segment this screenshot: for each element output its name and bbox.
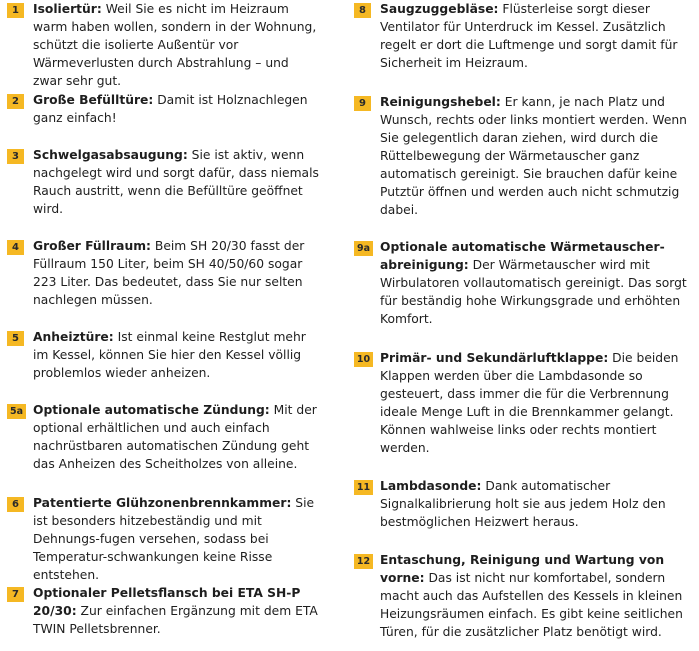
- feature-text: [380, 477, 699, 531]
- feature-body: Der Wärmetauscher wird mit Wirbulatoren vollautomatisch gereinigt. Das sorgt für beständig hohe Wirkungsgrade und erhöhten Komfort.: [380, 258, 687, 326]
- number-badge: 6: [7, 497, 24, 512]
- number-badge: 5: [7, 331, 24, 346]
- feature-title: Anheiztüre:: [33, 330, 114, 344]
- number-badge: 7: [7, 587, 24, 602]
- feature-title: Optionale automatische Wärmetauscher-abreinigung:: [380, 240, 665, 272]
- feature-title: Schwelgasabsaugung:: [33, 148, 188, 162]
- feature-body: Dank automatischer Signalkalibrierung holt sie aus jedem Holz den bestmöglichen Heizwert heraus.: [380, 479, 666, 529]
- feature-text: [380, 551, 699, 641]
- feature-text: [380, 349, 699, 457]
- feature-text: [33, 494, 321, 584]
- feature-body: Sie ist aktiv, wenn nachgelegt wird und sorgt dafür, dass niemals Rauch austritt, wenn die Befülltüre geöffnet wird.: [33, 148, 319, 216]
- feature-body: Ist einmal keine Restglut mehr im Kessel, können Sie hier den Kessel völlig problemlos wieder anheizen.: [33, 330, 306, 380]
- number-badge: 12: [354, 554, 373, 569]
- number-badge: 1: [7, 3, 24, 18]
- number-badge: 8: [354, 3, 371, 18]
- feature-text: [33, 237, 321, 309]
- number-badge: 2: [7, 94, 24, 109]
- feature-text: [380, 0, 699, 72]
- feature-body: Flüsterleise sorgt dieser Ventilator für Unterdruck im Kessel. Zusätzlich regelt er dort die Luftmenge und sorgt damit für Sicherheit im Heizraum.: [380, 2, 678, 70]
- feature-title: Entaschung, Reinigung und Wartung von vorne:: [380, 553, 665, 585]
- number-badge: 10: [354, 352, 373, 367]
- feature-title: Große Befülltüre:: [33, 93, 154, 107]
- feature-text: [33, 91, 321, 127]
- feature-body: Er kann, je nach Platz und Wunsch, rechts oder links montiert werden. Wenn Sie gelegentlich daran ziehen, wird durch die Rüttelbewegung der Wärmetauscher ganz automatisch gereinigt. Sie brauchen dafür keine Putztür öffnen und werden auch nicht schmutzig dabei.: [380, 95, 687, 217]
- feature-text: [380, 93, 699, 219]
- number-badge: 5a: [7, 404, 26, 419]
- number-badge: 4: [7, 240, 24, 255]
- feature-title: Patentierte Glühzonenbrennkammer:: [33, 496, 292, 510]
- feature-body: Die beiden Klappen werden über die Lambdasonde so gesteuert, dass immer die für die Verbrennung ideale Menge Luft in die Brennkammer gelangt. Können wahlweise links oder rechts montiert werden.: [380, 351, 679, 455]
- feature-title: Primär- und Sekundärluftklappe:: [380, 351, 609, 365]
- feature-body: Mit der optional erhältlichen und auch einfach nachrüstbaren automatischen Zündung geht das Anheizen des Scheitholzes von alleine.: [33, 403, 317, 471]
- feature-title: Lambdasonde:: [380, 479, 482, 493]
- feature-body: Zur einfachen Ergänzung mit dem ETA TWIN Pelletsbrenner.: [33, 604, 318, 636]
- feature-title: Isoliertür:: [33, 2, 102, 16]
- number-badge: 3: [7, 149, 24, 164]
- feature-body: Beim SH 20/30 fasst der Füllraum 150 Liter, beim SH 40/50/60 sogar 223 Liter. Das bedeutet, dass Sie nur selten nachlegen müssen.: [33, 239, 305, 307]
- feature-text: [33, 584, 321, 638]
- feature-body: Das ist nicht nur komfortabel, sondern macht auch das Aufstellen des Kessels in kleinen Heizungsräumen einfach. Es gibt keine seitlichen Türen, für die zusätzlicher Platz benötigt wird.: [380, 571, 683, 639]
- feature-text: [380, 238, 699, 328]
- feature-body: Weil Sie es nicht im Heizraum warm haben wollen, sondern in der Wohnung, schützt die isolierte Außentür vor Wärmeverlusten durch Abstrahlung – und zwar sehr gut.: [33, 2, 317, 88]
- feature-title: Großer Füllraum:: [33, 239, 151, 253]
- feature-text: [33, 0, 321, 90]
- feature-title: Optionaler Pelletsflansch bei ETA SH-P 20/30:: [33, 586, 301, 618]
- feature-body: Sie ist besonders hitzebeständig und mit Dehnungs-fugen versehen, sodass bei Temperatur-schwankungen keine Risse entstehen.: [33, 496, 315, 582]
- feature-text: [33, 328, 321, 382]
- number-badge: 11: [354, 480, 373, 495]
- number-badge: 9a: [354, 241, 373, 256]
- feature-body: Damit ist Holznachlegen ganz einfach!: [33, 93, 308, 125]
- feature-title: Optionale automatische Zündung:: [33, 403, 270, 417]
- feature-text: [33, 146, 321, 218]
- feature-title: Reinigungshebel:: [380, 95, 501, 109]
- feature-title: Saugzuggebläse:: [380, 2, 499, 16]
- number-badge: 9: [354, 96, 371, 111]
- feature-text: [33, 401, 321, 473]
